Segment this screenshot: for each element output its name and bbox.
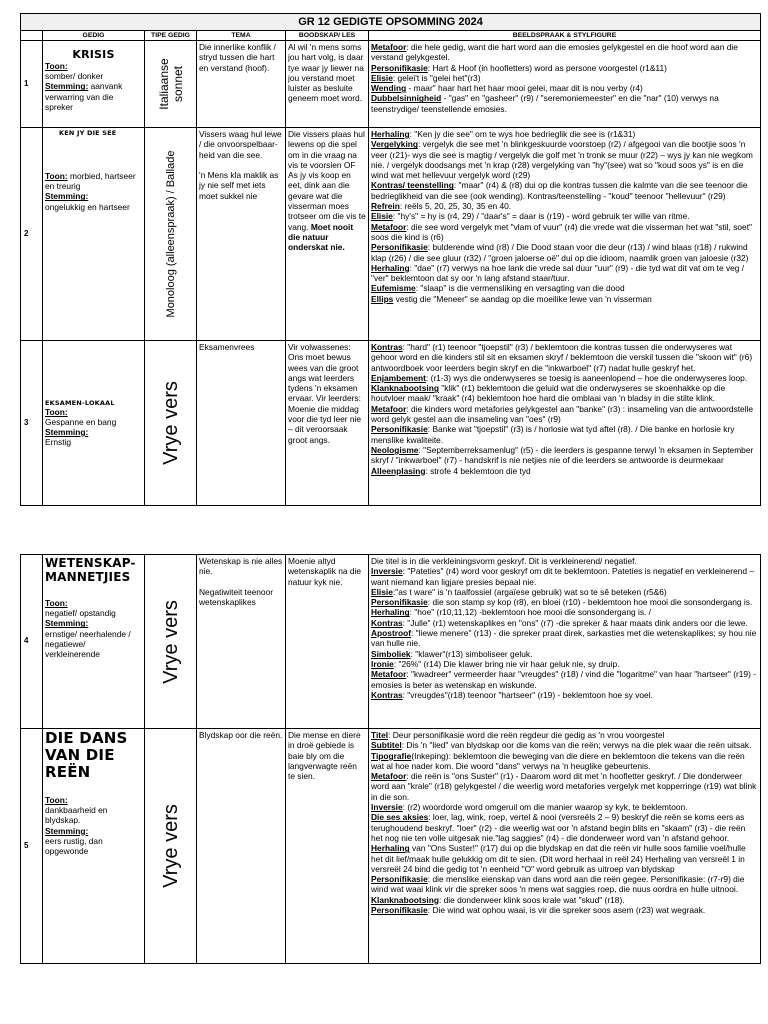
figure-item xyxy=(371,342,758,373)
boodskap-cell xyxy=(286,128,369,341)
figure-term: Inversie xyxy=(371,566,403,577)
tema-cell: Eksamenvrees xyxy=(197,341,286,506)
tema-text-2: 'n Mens kla maklik as jy nie self met iets moet sukkel nie xyxy=(199,170,279,201)
figure-explanation: : loer, lag, wink, roep, vertel & nooi (versreëls 2 – 9) beskryf die reën se koms eers as terughoudend beskryf. "loer" (r2) - die weerlig wat oor 'n afstand begin blits en "skaam" (r3) - die reën het nog nie ten volle uitgesak nie."lag saggies" (r4) - die donderweer word van 'n afstand gehoor. xyxy=(371,812,746,843)
summary-table-2 xyxy=(20,554,761,964)
figure-item xyxy=(371,373,758,383)
header-gedig: GEDIG xyxy=(43,31,145,41)
figure-explanation: : "slaap" is die vermensliking en versagting van die dood xyxy=(415,283,625,294)
poem-type-text: Vrye vers xyxy=(159,599,182,684)
figure-term: Metafoor xyxy=(371,771,407,782)
boodskap-cell: Vir volwassenes: Ons moet bewus wees van die groot angs wat leerders tydens 'n eksamen ervaar. Vir leerders: Moenie die middag voor die tyd leer nie – dit veroorsaak groot angs. xyxy=(286,341,369,506)
figure-term: Personifikasie xyxy=(371,597,428,608)
figure-term: Klanknabootsing xyxy=(371,894,439,905)
figure-explanation: (Inkeping): beklemtoon die beweging van die diere en beklemtoon die tekens van die reën wat al hoe nader kom. Die woord "dans" verwys na 'n heuglike gebeurtenis. xyxy=(371,750,745,771)
figure-item xyxy=(371,466,758,476)
tema-text: Wetenskap is nie alles nie. xyxy=(199,556,283,577)
figure-explanation: : strofe 4 beklemtoon die tyd xyxy=(425,465,531,476)
figure-explanation: : "hard" (r1) teenoor "tjoepstil" (r3) / beklemtoon die kontras tussen die onderwyseres wat gehoor word en die kinders stil sit en eksamen skryf / beklemtoon die verskil tussen die "skoon wit" (r6) antwoordboek voor leerders begin skryf en die "inkwarboel" (r7) nadat hulle geskryf het. xyxy=(371,342,753,373)
stemming-label: Stemming: xyxy=(45,191,89,202)
figure-explanation: : "Julle" (r1) wetenskaplikes en "ons" (r7) -die spreker & haar maats dink anders oor die lewe. xyxy=(402,617,748,628)
poem-type xyxy=(145,41,197,128)
row-number: 2 xyxy=(21,128,43,341)
figure-term: Tipografie xyxy=(371,750,412,761)
stemming-value: Ernstig xyxy=(45,437,72,448)
figure-explanation: "klik" (r1) beklemtoon die geluid wat die onderwyseres se skoenhakke op die houtvloer maak/ "kraak" (r4) beklemtoon hoe hard die omblaai van 'n bladsy in die stilte klink. xyxy=(371,383,726,404)
figure-term: Metafoor xyxy=(371,221,407,232)
figure-item xyxy=(371,201,758,211)
figure-item xyxy=(371,424,758,445)
figures-cell xyxy=(369,128,761,341)
row-number: 1 xyxy=(21,41,43,128)
figure-item xyxy=(371,905,758,915)
toon-label: Toon: xyxy=(45,61,68,71)
figure-item xyxy=(371,812,758,843)
figure-term: Alleenplasing xyxy=(371,465,426,476)
stemming-label: Stemming: xyxy=(45,618,89,629)
boodskap-text: Die vissers plaas hul lewens op die spel om in die vraag na vis te voorsien OF As jy vis koop en eet, dink aan die gevare wat die visserman moes trotseer om die vis te vang. xyxy=(288,129,366,232)
figure-item xyxy=(371,404,758,425)
poem-type-text: Monoloog (alleenspraak) / Ballade xyxy=(164,150,177,318)
poem-type xyxy=(145,555,197,729)
poem-type-text: Italiaanse sonnet xyxy=(156,58,185,110)
figure-term: Simboliek xyxy=(371,648,411,659)
figure-explanation: vestig die "Meneer" se aandag op die moeilike lewe van 'n visserman xyxy=(393,293,652,304)
figures-cell xyxy=(369,341,761,506)
toon-label: Toon: xyxy=(45,406,68,417)
figure-term: Personifikasie xyxy=(371,905,428,916)
toon-label: Toon: xyxy=(45,171,68,181)
figure-explanation: : die reën is "ons Suster" (r1) - Daarom word dit met 'n hoofletter geskryf. / Die donderweer word aan "krale" (r18) gelykgestel / die weerlig word metafories vergelyk met kopperringe (r19) wat blink in die son. xyxy=(371,771,757,802)
toon-value: somber/ donker xyxy=(45,71,104,82)
figure-item xyxy=(371,669,758,690)
figure-item xyxy=(371,649,758,659)
figure-term: Elisie xyxy=(371,586,393,597)
poem-title: WETENSKAP-MANNETJIES xyxy=(45,556,136,584)
row-number: 4 xyxy=(21,555,43,729)
stemming-label: Stemming: xyxy=(45,427,89,437)
figure-item xyxy=(371,222,758,243)
row-number: 5 xyxy=(21,729,43,964)
figure-item xyxy=(371,740,758,750)
figure-term: Personifikasie xyxy=(371,62,428,73)
figures-cell xyxy=(369,729,761,964)
toon-value: dankbaarheid en blydskap. xyxy=(45,805,108,826)
header-tipe: TIPE GEDIG xyxy=(145,31,197,41)
figure-term: Kontras/ teenstelling xyxy=(371,180,454,191)
table-row xyxy=(21,41,761,128)
figure-explanation: : Hart & Hoof (in hoofletters) word as persone voorgestel (r1&11) xyxy=(427,62,667,73)
figure-term: Personifikasie xyxy=(371,242,428,253)
figure-explanation: : Deur personifikasie word die reën regdeur die gedig as 'n vrou voorgestel xyxy=(388,730,665,740)
figure-term: Personifikasie xyxy=(371,424,428,435)
figure-item xyxy=(371,771,758,802)
figure-explanation: : die kinders word metafories gelykgestel aan "banke" (r3) : insameling van die antwoordstelle word gelyk gestel aan die insameling van "oes" (r9) xyxy=(371,403,754,425)
figure-item xyxy=(371,63,758,73)
figure-item xyxy=(371,139,758,180)
figure-item xyxy=(371,180,758,201)
figure-term: Eufemisme xyxy=(371,283,416,294)
figure-item xyxy=(371,895,758,905)
figure-explanation: : "vreugdes"(r18) teenoor "hartseer" (r19) - beklemtoon hoe sy voel. xyxy=(402,689,653,700)
figure-term: Personifikasie xyxy=(371,874,428,885)
figure-explanation: : die donderweer klink soos krale wat "skud" (r18). xyxy=(438,894,625,905)
figure-term: Titel xyxy=(371,730,389,740)
figure-explanation: : "klawer"(r13) simboliseer geluk. xyxy=(410,648,533,659)
toon-label: Toon: xyxy=(45,598,68,608)
header-boodskap: BOODSKAP/ LES xyxy=(286,31,369,41)
table-row xyxy=(21,341,761,506)
header-beeldspraak: BEELDSPRAAK & STYLFIGURE xyxy=(369,31,761,41)
figure-term: Herhaling xyxy=(371,262,410,273)
toon-value: morbied, hartseer en treurig xyxy=(45,171,136,192)
tema-cell xyxy=(197,555,286,729)
figure-item xyxy=(371,843,758,874)
poem-info xyxy=(43,555,145,729)
figure-item xyxy=(371,263,758,284)
figure-item xyxy=(371,283,758,293)
figure-explanation: - "gas" en "gasheer" (r9) / "seremoniemeester" en die "nar" (10) verwys na teenstrydige/ teenstellende emosies. xyxy=(371,93,719,114)
boodskap-cell: Al wil 'n mens soms jou hart volg, is daar tye waar jy liewer na jou verstand moet luister as besluite geneem moet word. xyxy=(286,41,369,128)
figure-explanation: : bulderende wind (r8) / Die Dood staan voor die deur (r13) / wind blaas (r18) / rukwind klap (r26) / die see gluur (r32) / "groen jaloerse oë" dui op die idioom, naamlik groen van jaloesie (r32) xyxy=(371,242,749,263)
figure-item xyxy=(371,556,758,566)
figure-explanation: : vergelyk die see met 'n blinkgeskuurde voorstoep (r2) / afgegooi van die bootjie soos 'n veer (r21)- wys die see is magtig / vergelyk die golf met 'n tronk se muur (r22) – wys jy kan nie wegkom nie. / vergelyk doodsangs met 'n krap (r28) vergelyking van "hy"(see) wat so "koud soos ys" is en die wind wat met hellevuur vergelyk word (r29) xyxy=(371,139,753,181)
figure-explanation: : die menslike eienskap van dans word aan die reën gegee. Personifikasie: (r7-r9) die wind wat waai klink vir die spreker soos 'n mens wat saggies roep, die nuus oordra en hulle uitnooi. xyxy=(371,874,745,895)
poem-type-text: Vrye vers xyxy=(159,804,182,888)
figure-item xyxy=(371,294,758,304)
figure-term: Kontras xyxy=(371,342,403,352)
header-num xyxy=(21,31,43,41)
figure-explanation: : "hy's" = hy is (r4, 29) / "daar's" = daar is (r19) - word gebruik ter wille van ritme. xyxy=(392,211,690,222)
figure-term: Vergelyking xyxy=(371,139,419,150)
figure-item xyxy=(371,618,758,628)
figure-term: Herhaling xyxy=(371,129,410,139)
figure-explanation: van "Ons Suster!" (r17) dui op die blydskap en dat die reën vir hulle soos familie voel/hulle het dit lief/maak hulle gelukkig om dit te sien. (Dit word herhaal in reël 24) Herhaling van versreël 1 in versreël 24 bind die gedig tot 'n eenheid "O" word gebruik as uitroep van blydskap xyxy=(371,843,746,874)
figure-explanation: : Banke wat "tjoepstil" (r3) is / horlosie wat tyd aftel (r8). / Die banke en horlosie kry menslike kwaliteite. xyxy=(371,424,735,445)
figure-term: Kontras xyxy=(371,689,403,700)
figure-explanation: : die hele gedig, want die hart word aan die emosies gelykgestel en die hoof word aan die verstand gelykgestel. xyxy=(371,42,738,63)
figure-term: Herhaling xyxy=(371,843,410,854)
figure-item xyxy=(371,383,758,404)
header-tema: TEMA xyxy=(197,31,286,41)
poem-title: KRISIS xyxy=(72,48,115,61)
figure-term: Refrein xyxy=(371,201,400,212)
figure-item xyxy=(371,690,758,700)
figure-explanation: : "26%" (r14) Die klawer bring nie vir haar geluk nie, sy druip. xyxy=(393,658,620,669)
figure-term: Metafoor xyxy=(371,669,407,680)
poem-info xyxy=(43,729,145,964)
figure-item xyxy=(371,587,758,597)
poem-info xyxy=(43,341,145,506)
figure-term: Die ses aksies xyxy=(371,812,429,823)
tema-cell: Blydskap oor die reën. xyxy=(197,729,286,964)
table-row xyxy=(21,729,761,964)
toon-value: Gespanne en bang xyxy=(45,416,117,427)
stemming-value: aanvank verwarring van die spreker xyxy=(45,81,123,112)
figure-item xyxy=(371,211,758,221)
poem-type xyxy=(145,729,197,964)
figure-explanation: : "maar" (r4) & (r8) dui op die kontras tussen die kalmte van die see teenoor die bedrieglikheid van die see (ook wending). Kontras/teenstelling - "koud" teenoor "hellevuur" (r29) xyxy=(371,180,748,201)
stemming-value: ongelukkig en hartseer xyxy=(45,201,130,212)
document-title: GR 12 GEDIGTE OPSOMMING 2024 xyxy=(21,14,761,31)
stemming-label: Stemming: xyxy=(45,81,89,92)
figure-item xyxy=(371,566,758,587)
figure-explanation: Die titel is in die verkleiningsvorm geskryf. Dit is verkleinerend/ negatief. xyxy=(371,556,637,566)
figure-item xyxy=(371,42,758,63)
figure-term: Elisie xyxy=(371,72,393,83)
figure-item xyxy=(371,659,758,669)
poem-type-text: Vrye vers xyxy=(159,381,182,465)
figure-explanation: : "hoe" (r10,11,12) -beklemtoon hoe mooi die sonsondergang is. / xyxy=(409,607,651,618)
boodskap-cell: Moenie altyd wetenskaplik na die natuur kyk nie. xyxy=(286,555,369,729)
figure-item xyxy=(371,874,758,895)
figure-term: Klanknabootsing xyxy=(371,383,439,394)
row-number: 3 xyxy=(21,341,43,506)
poem-type xyxy=(145,341,197,506)
figure-explanation: : die son stamp sy kop (r8), en bloei (r10) - beklemtoon hoe mooi die sonsondergang is. xyxy=(427,597,753,608)
figure-explanation: : "kwadreer" vermeerder haar "vreugdes" (r18) / vind die "logaritme" van haar "hartseer" (r19) - emosies is beter as wetenskap en wiskunde. xyxy=(371,669,756,690)
figure-explanation: - maar" haar hart het haar mooi gelei, maar dit is nou verby (r4) xyxy=(406,83,643,94)
poem-type xyxy=(145,128,197,341)
figure-item xyxy=(371,242,758,263)
figure-item xyxy=(371,802,758,812)
tema-cell xyxy=(197,128,286,341)
boodskap-cell: Die mense en diere in droë gebiede is baie bly om die langverwagte reën te sien. xyxy=(286,729,369,964)
figure-item xyxy=(371,93,758,114)
figure-term: Elisie xyxy=(371,211,393,222)
figure-term: Ellips xyxy=(371,293,394,304)
tema-text: Vissers waag hul lewe / die onvoorspelbaar-heid van die see. xyxy=(199,129,282,160)
figure-term: Inversie xyxy=(371,802,403,813)
figure-term: Metafoor xyxy=(371,403,407,414)
figures-cell xyxy=(369,555,761,729)
figure-term: Dubbelsinnigheid xyxy=(371,93,442,104)
figure-explanation: : gelei't is "gelei het"(r3) xyxy=(392,72,481,83)
figure-term: Apostroof xyxy=(371,628,412,639)
figure-term: Kontras xyxy=(371,617,403,628)
figure-item xyxy=(371,73,758,83)
figure-term: Enjambement xyxy=(371,372,426,383)
figures-cell xyxy=(369,41,761,128)
figure-term: Ironie xyxy=(371,658,394,669)
figure-item xyxy=(371,628,758,649)
toon-value: negatief/ opstandig xyxy=(45,608,116,619)
boodskap-bold: Moet nooit die natuur onderskat nie. xyxy=(288,221,354,253)
poem-title: EKSAMEN-LOKAAL xyxy=(45,398,115,407)
figure-explanation: : "dae" (r7) verwys na hoe lank die vrede sal duur "uur" (r9) - die tyd wat dit vat om te veg / "ver" beklemtoon dat sy oor 'n lang afstand staar/tuur. xyxy=(371,262,745,284)
figure-explanation: : "Ken jy die see" om te wys hoe bedrieglik die see is (r1&31) xyxy=(409,129,636,139)
figure-item xyxy=(371,751,758,772)
figure-explanation: : "Pateties" (r4) word voor geskryf om dit te beklemtoon. Pateties is negatief en verkleinerend – want niemand kan ligjare presies bepaal nie. xyxy=(371,566,755,587)
figure-explanation: : "liewe menere" (r13) - die spreker praat direk, sarkasties met die wetenskaplikes; sy hou nie van hulle nie. xyxy=(371,628,757,649)
figure-item xyxy=(371,730,758,740)
figure-item xyxy=(371,607,758,617)
poem-title: DIE DANS VAN DIE REËN xyxy=(45,729,128,781)
figure-item xyxy=(371,597,758,607)
figure-item xyxy=(371,129,758,139)
figure-term: Subtitel xyxy=(371,740,402,751)
figure-explanation: : Dis 'n "lied" van blydskap oor die koms van die reën; verwys na die plek waar die reën uitsak. xyxy=(401,740,752,751)
stemming-value: ernstige/ neerhalende / negatiewe/ verkleinerende xyxy=(45,628,131,660)
poem-title: KEN JY DIE SEE xyxy=(59,129,117,137)
figure-term: Herhaling xyxy=(371,607,410,618)
tema-text-2: Negatiwiteit teenoor wetenskaplikes xyxy=(199,586,274,608)
tema-cell: Die innerlike konflik / stryd tussen die hart en verstand (hoof). xyxy=(197,41,286,128)
figure-item xyxy=(371,445,758,466)
figure-explanation: : (r2) woordorde word omgeruil om die manier waarop sy kyk, te beklemtoon. xyxy=(402,802,688,813)
figure-term: Neologisme xyxy=(371,444,419,455)
figure-explanation: : die see word vergelyk met "vlam of vuur" (r4) die vrede wat die visserman het wat "stil, soet" soos die kind is (r6) xyxy=(371,221,753,242)
poem-info xyxy=(43,128,145,341)
table-row xyxy=(21,555,761,729)
summary-table-1 xyxy=(20,13,761,506)
figure-explanation: : "Septemberreksamenlug" (r5) - die leerders is gespanne terwyl 'n eksamen in September skryf / "inkwarboel" (r7) - handskrif is nie netjies nie of die leerders se antwoorde is deurmekaar xyxy=(371,444,754,466)
figure-item xyxy=(371,83,758,93)
figure-explanation: : (r1-3) wys die onderwyseres se toesig is aaneenlopend – hoe die onderwyseres loop. xyxy=(425,372,748,383)
figure-explanation: :"as t ware" is 'n taalfossiel (argaïese gebruik) wat so te sê beteken (r5&6) xyxy=(392,586,667,597)
stemming-label: Stemming: xyxy=(45,825,89,836)
toon-label: Toon: xyxy=(45,795,68,805)
figure-explanation: : reëls 5, 20, 25, 30, 35 en 40. xyxy=(399,201,512,212)
table-row xyxy=(21,128,761,341)
stemming-value: eers rustig, dan opgewonde xyxy=(45,835,103,857)
figure-term: Metafoor xyxy=(371,42,407,52)
figure-term: Wending xyxy=(371,83,407,94)
poem-info xyxy=(43,41,145,128)
figure-explanation: : Die wind wat ophou waai, is vir die spreker soos asem (r23) wat wegraak. xyxy=(427,905,706,916)
